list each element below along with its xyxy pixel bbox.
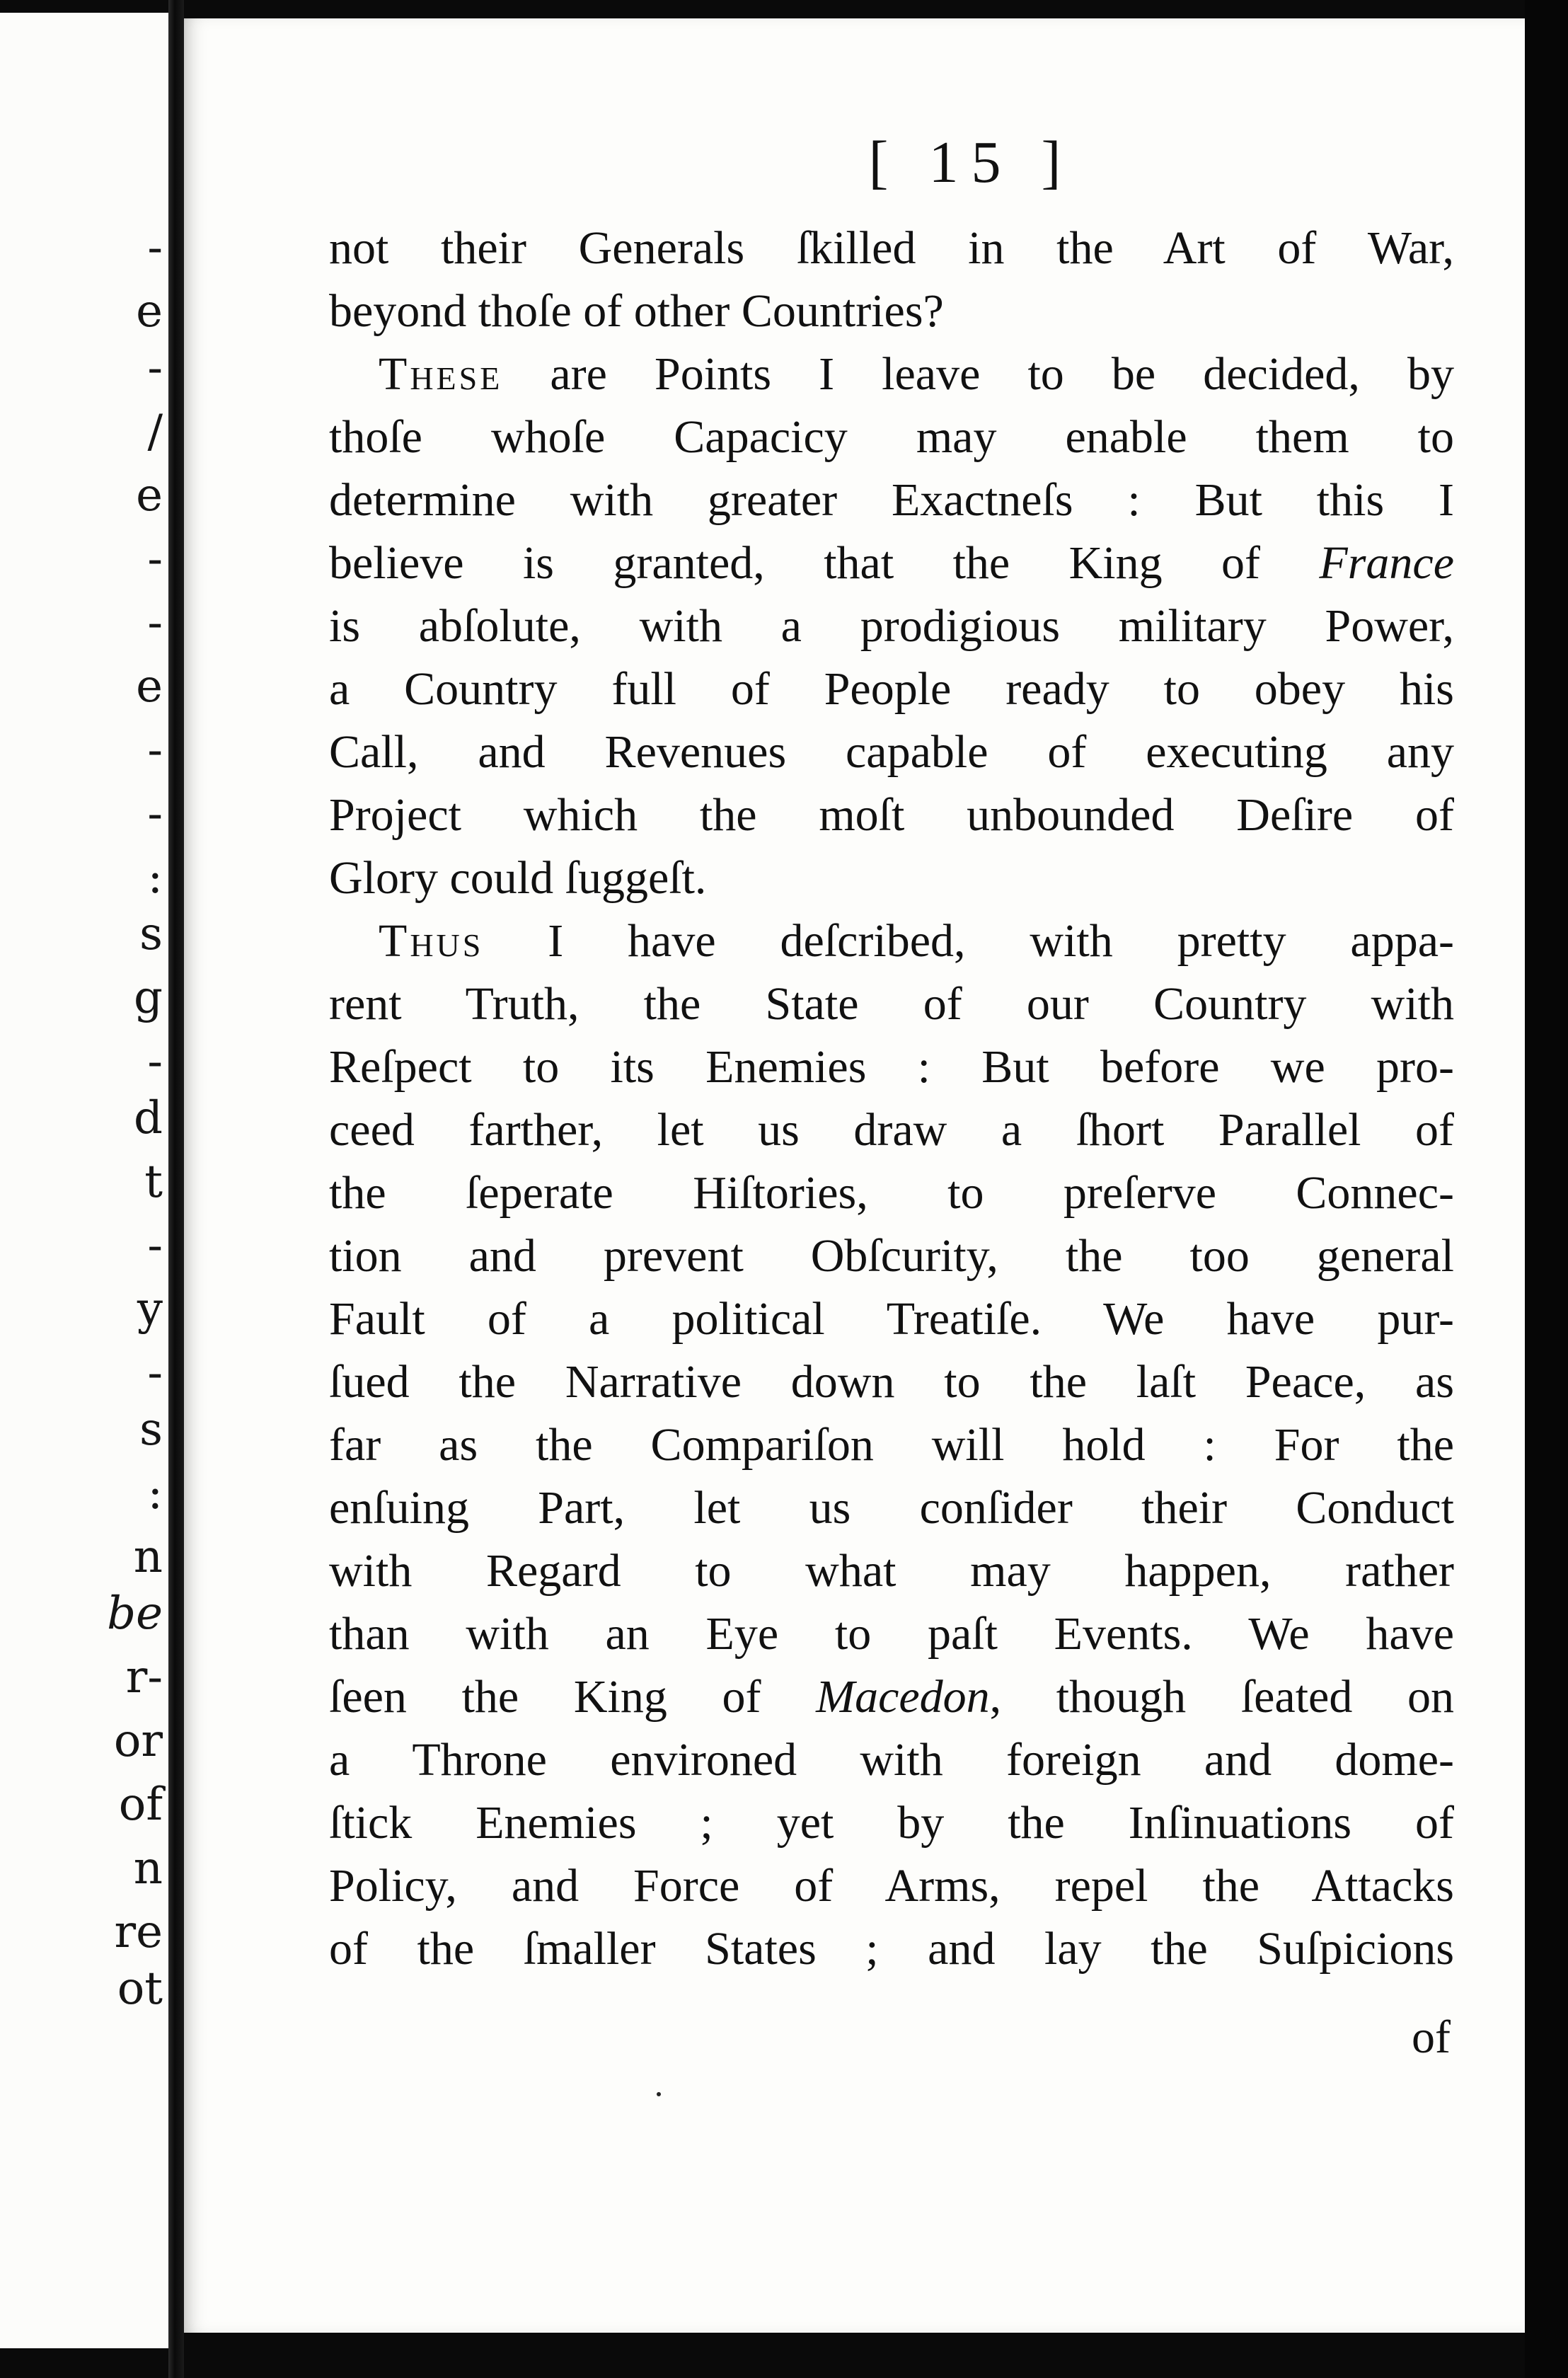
- text-run: , though ſeated on: [989, 1671, 1454, 1723]
- text-line: [329, 594, 1454, 657]
- text-run: not their Generals ſkilled in the Art of War,: [329, 222, 1454, 274]
- text-line: [329, 1791, 1454, 1854]
- text-run: of the ſmaller States ; and lay the Suſpicions: [329, 1923, 1454, 1975]
- text-run: Policy, and Force of Arms, repel the Attacks: [329, 1860, 1454, 1912]
- previous-page-fragment: r-: [125, 1651, 163, 1704]
- previous-page-fragment: t: [144, 1156, 163, 1208]
- previous-page-fragment: :: [147, 1467, 163, 1520]
- text-run: Call, and Revenues capable of executing any: [329, 726, 1454, 778]
- ink-speck: [657, 2092, 661, 2096]
- previous-page-fragment: ot: [117, 1963, 163, 2015]
- text-line: [329, 1854, 1454, 1917]
- text-line: [329, 1728, 1454, 1791]
- text-run: rent Truth, the State of our Country with: [329, 978, 1454, 1030]
- text-line: [329, 217, 1454, 280]
- text-run: with Regard to what may happen, rather: [329, 1545, 1454, 1597]
- text-line: [329, 909, 1454, 972]
- page-number: [ 15 ]: [868, 130, 1074, 195]
- previous-page-fragment: s: [139, 1403, 163, 1456]
- previous-page-fragment: -: [147, 788, 163, 840]
- text-run: ſued the Narrative down to the laſt Peace, as: [329, 1356, 1454, 1408]
- text-line: [329, 1476, 1454, 1539]
- small-caps-word: These: [379, 348, 503, 400]
- previous-page-fragment: -: [147, 1219, 163, 1272]
- text-line: [329, 1413, 1454, 1476]
- text-run: ſtick Enemies ; yet by the Inſinuations of: [329, 1797, 1454, 1849]
- catchword: of: [1412, 2011, 1451, 2063]
- text-line: [329, 1161, 1454, 1224]
- text-line: [329, 972, 1454, 1035]
- binding-gutter: [168, 0, 184, 2378]
- text-line: [329, 406, 1454, 469]
- italic-word: Macedon: [816, 1671, 990, 1723]
- text-line: [329, 1287, 1454, 1350]
- scan-border: [1525, 0, 1568, 2378]
- text-line: [329, 720, 1454, 783]
- text-line: [329, 1602, 1454, 1665]
- text-line: [329, 1917, 1454, 1980]
- previous-page-fragment: -: [147, 342, 163, 394]
- text-run: Project which the moſt unbounded Deſire of: [329, 789, 1454, 841]
- previous-page-fragment: y: [137, 1283, 163, 1336]
- text-run: is abſolute, with a prodigious military Power,: [329, 600, 1454, 652]
- text-run: a Country full of People ready to obey his: [329, 663, 1454, 715]
- text-line: [329, 783, 1454, 846]
- previous-page-fragment: -: [147, 1035, 163, 1088]
- previous-page-fragment: g: [134, 972, 163, 1024]
- previous-page-fragment: e: [136, 469, 163, 522]
- text-line: [329, 532, 1454, 594]
- text-run: Fault of a political Treatiſe. We have pur-: [329, 1293, 1454, 1345]
- text-run: enſuing Part, let us conſider their Conduct: [329, 1482, 1454, 1534]
- text-run: I have deſcribed, with pretty appa-: [483, 915, 1454, 967]
- previous-page-fragment: e: [136, 285, 163, 338]
- text-run: are Points I leave to be decided, by: [502, 348, 1454, 400]
- text-run: determine with greater Exactneſs : But this I: [329, 474, 1454, 526]
- previous-page-fragment: n: [133, 1842, 163, 1895]
- text-line: [329, 1224, 1454, 1287]
- previous-page-fragment: s: [139, 908, 163, 960]
- text-line: [329, 1035, 1454, 1098]
- text-run: the ſeperate Hiſtories, to preſerve Connec-: [329, 1167, 1454, 1219]
- book-page: [184, 18, 1525, 2333]
- text-run: Reſpect to its Enemies : But before we pro-: [329, 1041, 1454, 1093]
- text-run: Glory could ſuggeſt.: [329, 852, 707, 904]
- text-line: [329, 280, 1454, 343]
- text-line: [329, 657, 1454, 720]
- previous-page-edge: [0, 13, 168, 2348]
- previous-page-fragment: or: [113, 1715, 163, 1767]
- text-run: ſeen the King of: [329, 1671, 817, 1723]
- previous-page-fragment: re: [114, 1906, 163, 1958]
- text-run: far as the Compariſon will hold : For the: [329, 1419, 1454, 1471]
- previous-page-fragment: of: [118, 1779, 163, 1831]
- text-run: believe is granted, that the King of: [329, 537, 1320, 589]
- previous-page-line-endings: [78, 13, 163, 2348]
- text-line: [329, 469, 1454, 532]
- text-run: a Throne environed with foreign and dome-: [329, 1734, 1454, 1786]
- text-line: [329, 846, 1454, 909]
- text-run: than with an Eye to paſt Events. We have: [329, 1608, 1454, 1660]
- small-caps-word: Thus: [379, 915, 484, 967]
- text-run: beyond thoſe of other Countries?: [329, 285, 944, 337]
- previous-page-fragment: -: [147, 222, 163, 274]
- previous-page-fragment: -: [147, 597, 163, 649]
- text-run: ceed farther, let us draw a ſhort Parallel of: [329, 1104, 1454, 1156]
- previous-page-fragment: :: [147, 851, 163, 904]
- text-run: tion and prevent Obſcurity, the too general: [329, 1230, 1454, 1282]
- italic-word: France: [1319, 537, 1454, 589]
- text-line: [329, 1098, 1454, 1161]
- previous-page-fragment: n: [133, 1531, 163, 1583]
- text-line: [329, 1665, 1454, 1728]
- text-line: [329, 1539, 1454, 1602]
- body-text: [329, 217, 1454, 1980]
- previous-page-fragment: -: [147, 724, 163, 776]
- previous-page-fragment: be: [107, 1587, 163, 1640]
- text-line: [329, 343, 1454, 406]
- previous-page-fragment: -: [147, 533, 163, 585]
- text-line: [329, 1350, 1454, 1413]
- previous-page-fragment: d: [134, 1092, 163, 1144]
- text-run: thoſe whoſe Capacicy may enable them to: [329, 411, 1454, 463]
- previous-page-fragment: -: [147, 1347, 163, 1399]
- previous-page-fragment: /: [147, 406, 163, 458]
- previous-page-fragment: e: [136, 660, 163, 713]
